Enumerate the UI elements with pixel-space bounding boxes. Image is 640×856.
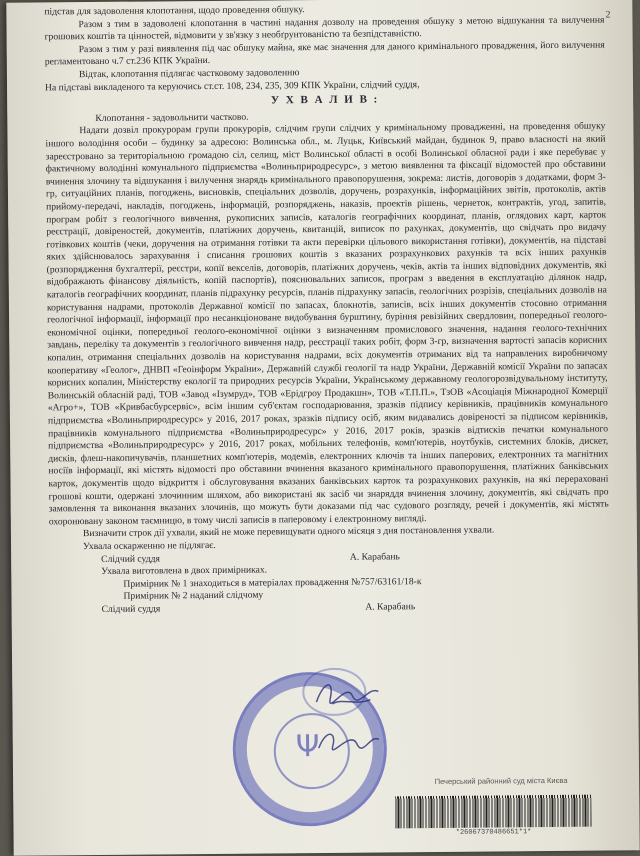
granted-line: Клопотання - задовольнити частково. xyxy=(95,111,249,124)
judge-name: А. Карабань xyxy=(349,550,400,563)
paragraph: підстав для задоволення клопотання, щодо проведення обшуку. xyxy=(44,4,305,18)
ruling-heading: У Х В А Л И В : xyxy=(270,93,380,107)
barcode-icon xyxy=(395,795,591,829)
barcode-number: *26067370486651*1* xyxy=(455,828,532,837)
judge-signature-2-icon xyxy=(313,725,383,756)
no-appeal-line: Ухвала оскарженню не підлягає. xyxy=(82,539,216,553)
copy-1-line: Примірник № 1 знаходиться в матеріалах провадження №757/63161/18-к xyxy=(123,575,422,590)
judge-signature-icon xyxy=(312,675,382,710)
court-label: Печерський районний суд міста Києва xyxy=(434,775,568,787)
judge-label: Слідчий суддя xyxy=(101,552,160,565)
copy-2-line: Примірник № 2 наданий слідчому xyxy=(123,589,264,603)
legal-basis: На підставі викладеного та керуючись ст.ст. 108, 234, 235, 309 КПК України, слідчий суддя, xyxy=(44,78,420,93)
paragraph: Відтак, клопотання підлягає частковому задоволенню xyxy=(78,67,300,81)
paragraph: Разом з тим в задоволені клопотання в частині надання дозволу на проведення обшуку з метою відшукання та вилучення грошових коштів та цінностей, відмовити у зв'язку з необґрунтованістю та безпідставністю. xyxy=(44,14,605,43)
document-sheet xyxy=(6,0,639,856)
main-ruling: Надати дозвіл прокурорам групи прокурорів, слідчим групи слідчих у кримінальному провадженні, на проведення обшуку іншого володіння особи – будинку за адресою: Волинська обл., м. Луцьк, Київський майдан, будинок 9, право власності на який зареєстровано за територіальною громадою сіл, селищ, міст Волинської області в особі Волинської обласної ради і яке перебуває у фактичному володінні комунального підприємства «Волиньприродресурс», з метою виявлення та фіксації відомостей про обставини вчинення злочину та відшукання і вилучення знарядь кримінального правопорушення, зокрема: листів, договорів з додатками, форм 3-гр, ситуаційних планів, погоджень, висновків, спеціальних дозволів, доручень, розрахунків, інформаційних звітів, протоколів, актів прийому-передачі, накладів, погоджень, інформацій, розпоряджень, наказів, проектів рішень, чернеток, контрактів, угод, запитів, програм робіт з геологічного вивчення, рукописних записів, каталогів географічних координат, планів, оглядових карт, карток реєстрації, довіреностей, документів, платіжних доручень, квитанцій, виписок по рахунках, документів, що свідчать про видачу готівкових коштів (чеки, доручення на отримання готівки та акти перевірки цільового використання готівки), документів, на підставі яких здійснювалось зарахування і списання грошових коштів з вказаних розрахункових рахунків та всіх інших рахунків (розпорядження бухгалтерії, реєстри, копії векселів, договорів, платіжних доручень, чеків, актів та інших відповідних документів, які відображають фінансову діяльність, копій паспортів), пояснювальних записок, програм з введення в експлуатацію ділянок надр, каталогів географічних координат, планів підрахунку ресурсів, планів підрахунку запасів, геологічних розрізів, спеціальних дозволів на користування надрами, протоколів Державної комісії по запасах, блокнотів, записів, всіх інших документів стосовно отримання геологічної інформації, інформації про несанкціоноване видобування бурштину, буріння ревізійних свердловин, попередньої геолого-економічної оцінки, попередньої геолого-економічної оцінки з визначенням промислового значення, надання геолого-технічних завдань, переліку та документів з геологічного вивчення надр, реєстрації таких робіт, форм 3-гр, визначення вартості запасів корисних копалин, отримання спеціальних дозволів на користування надрами, всіх документів отриманих від та направлених виробничому кооперативу «Геолог», ДНВП «Геоінформ України», Державній службі геології та надр України, Державній комісії України по запасах корисних копалин, Міністерству екології та природних ресурсів України, Українському державному геологорозвідувальному інституту, Волинській обласній раді, ТОВ «Завод «Ізумруд», ТОВ «Ерідгроу Продакшн», ТОВ «Т.П.П.», ТзОВ «Асоціація Міжнародної Комерції «Агро+», ТОВ «Кривбасбурсервіс», всім іншим суб'єктам господарювання, зразків підпису керівників, працівників комунального підприємства «Волиньприродресурс» у 2016, 2017 роках, зразків підпису осіб, яким видавались довіреності за підписом керівників, працівників комунального підприємства «Волиньприродресурс» у 2016, 2017 років, зразків відтисків печатки комунального підприємства «Волиньприродресурс» у 2016, 2017 роках, мобільних телефонів, комп'ютерів, ноутбуків, системних блоків, дискет, дисків, флеш-накопичувачів, планшетних комп'ютерів, модемів, електронних ключів та інших паперових, електронних та магнітних носіїв інформації, які містять відомості про обставини вчинення вказаного кримінального правопорушення, платіжних банківських карток, документів щодо відкриття і обслуговування вказаних банківських карток та розрахункових рахунків, на які перераховані грошові кошти, одержані злочинним шляхом, або використані як засіб чи знаряддя вчинення злочину, документів, які свідчать про замовлення та виконання вказаних злочинів, що можуть бути доказами під час судового розгляду, речей і документів, які містять охоронювану законом таємницю, в тому числі записів в паперовому і електронному вигляді. xyxy=(45,120,609,528)
page-number: 2 xyxy=(605,9,611,21)
trident-emblem-icon: Ψ xyxy=(295,729,320,765)
paragraph: Разом з тим у разі виявлення під час обшуку майна, яке має значення для даного кримінального провадження, його вилучення регламентовано ч.7 ст.236 КПК України. xyxy=(44,39,605,68)
document-body xyxy=(44,2,609,617)
copies-line: Ухвала виготовлена в двох примірниках. xyxy=(101,564,268,578)
judge-name-2: А. Карабань xyxy=(365,601,416,613)
term-line: Визначити строк дії ухвали, який не може перевищувати одного місяця з дня постановлення ухвали. xyxy=(82,524,495,540)
judge-label-2: Слідчий суддя xyxy=(101,603,161,615)
